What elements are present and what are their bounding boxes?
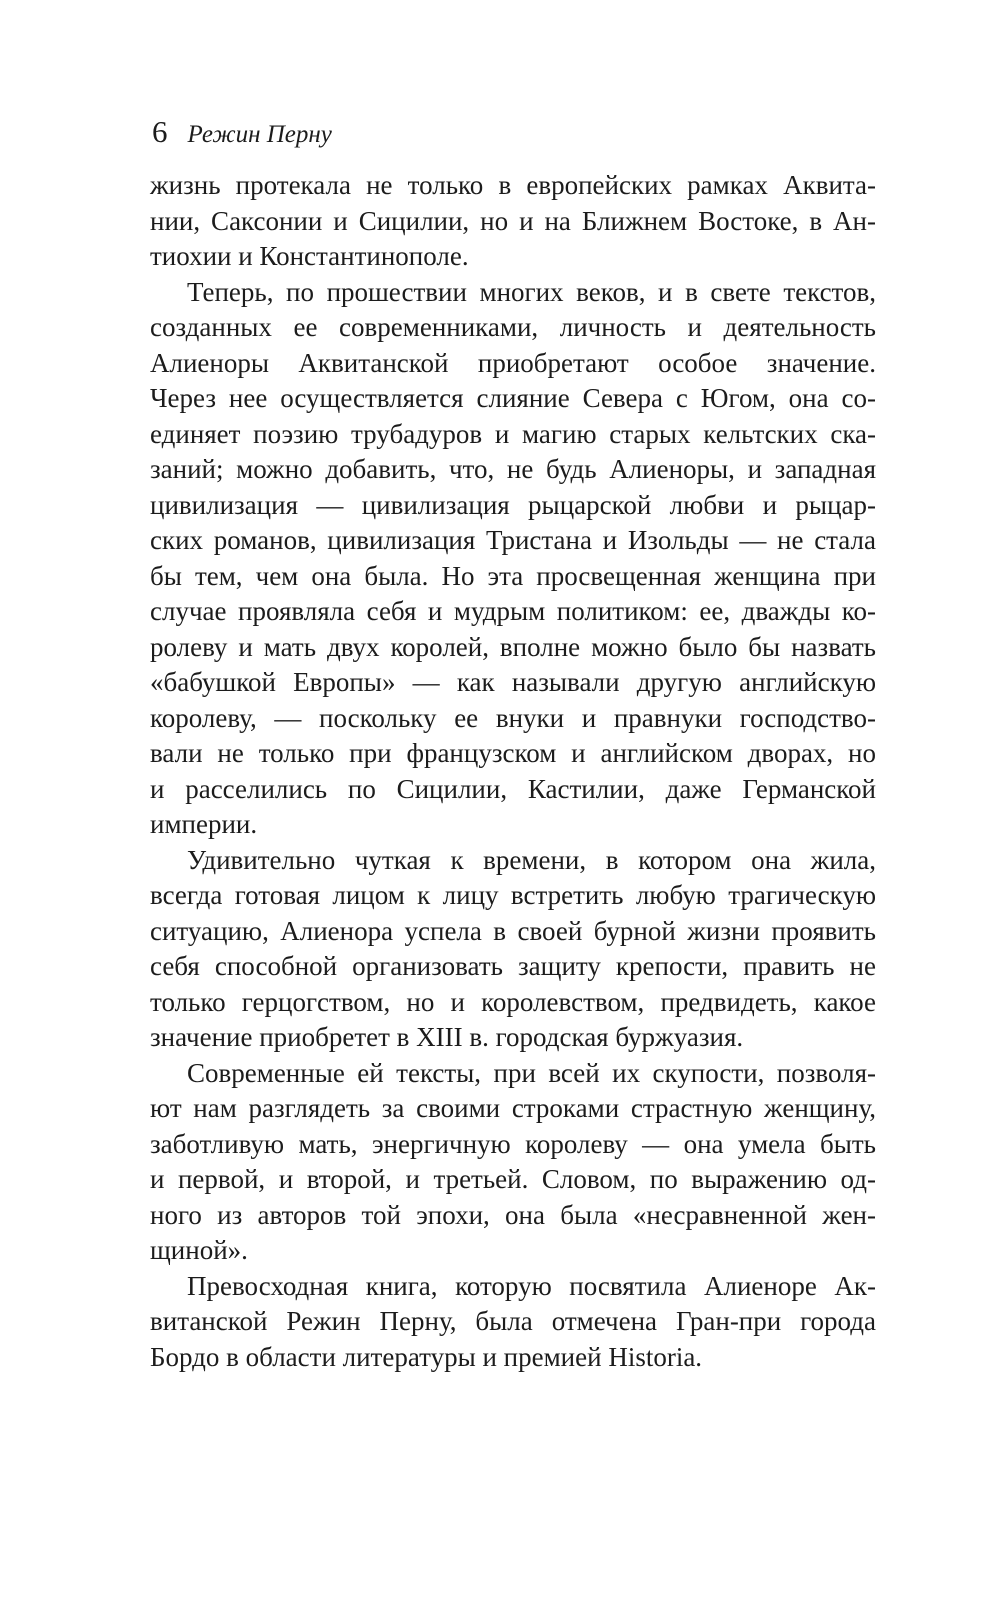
text-line: нии, Саксонии и Сицилии, но и на Ближнем Востоке, в Ан- (150, 205, 876, 236)
text-line: ного из авторов той эпохи, она была «несравненной жен- (150, 1199, 876, 1230)
text-line: и расселились по Сицилии, Кастилии, даже Германской (150, 773, 876, 804)
page-number: 6 (152, 114, 168, 149)
text-line: всегда готовая лицом к лицу встретить любую трагическую (150, 880, 876, 910)
text-line: только герцогством, но и королевством, предвидеть, какое (150, 986, 876, 1017)
body-text (150, 168, 876, 1375)
text-line: Алиеноры Аквитанской приобретают особое значение. (150, 347, 876, 378)
text-line: и первой, и второй, и третьей. Словом, по выражению од- (150, 1164, 876, 1194)
text-line: витанской Режин Перну, была отмечена Гран-при города (150, 1306, 876, 1336)
text-line: случае проявляла себя и мудрым политиком: ее, дважды ко- (150, 596, 876, 626)
text-line: ролеву и мать двух королей, вполне можно было бы назвать (150, 631, 876, 662)
text-line: цивилизация — цивилизация рыцарской любви и рыцар- (150, 489, 876, 520)
running-head-author: Режин Перну (187, 121, 332, 148)
paragraph-1 (150, 168, 876, 275)
text-line: единяет поэзию трубадуров и магию старых кельтских ска- (150, 418, 876, 449)
text-line: ют нам разглядеть за своими строками страстную женщину, (150, 1093, 876, 1123)
text-line: империи. (150, 809, 258, 839)
text-line: вали не только при французском и английском дворах, но (150, 738, 876, 768)
text-line: значение приобретет в XIII в. городская буржуазия. (150, 1022, 744, 1052)
text-line: Через нее осуществляется слияние Севера с Югом, она со- (150, 383, 876, 413)
text-line: бы тем, чем она была. Но эта просвещенная женщина при (150, 560, 876, 591)
text-line: заботливую мать, энергичную королеву — она умела быть (150, 1128, 876, 1159)
text-line: Превосходная книга, которую посвятила Алиеноре Ак- (187, 1270, 876, 1301)
text-line: королеву, — поскольку ее внуки и правнуки господство- (150, 702, 876, 733)
text-line: ских романов, цивилизация Тристана и Изольды — не стала (150, 525, 876, 555)
text-line: Теперь, по прошествии многих веков, и в свете текстов, (187, 276, 876, 307)
text-line: Современные ей тексты, при всей их скупости, позволя- (187, 1057, 876, 1088)
text-line: Бордо в области литературы и премией Historia. (150, 1341, 703, 1372)
paragraph-5 (150, 1269, 876, 1376)
text-line: жизнь протекала не только в европейских рамках Аквита- (150, 170, 876, 200)
text-line: Удивительно чуткая к времени, в котором она жила, (187, 844, 876, 875)
text-line: тиохии и Константинополе. (150, 241, 469, 271)
running-head (152, 112, 332, 152)
paragraph-4 (150, 1056, 876, 1269)
text-line: щиной». (150, 1235, 248, 1265)
text-line: ситуацию, Алиенора успела в своей бурной жизни проявить (150, 915, 876, 946)
paragraph-2 (150, 275, 876, 843)
paragraph-3 (150, 843, 876, 1056)
text-line: заний; можно добавить, что, не будь Алиеноры, и западная (150, 454, 876, 484)
text-line: созданных ее современниками, личность и деятельность (150, 312, 876, 342)
text-line: «бабушкой Европы» — как называли другую английскую (150, 667, 876, 697)
text-line: себя способной организовать защиту крепости, править не (150, 951, 876, 981)
